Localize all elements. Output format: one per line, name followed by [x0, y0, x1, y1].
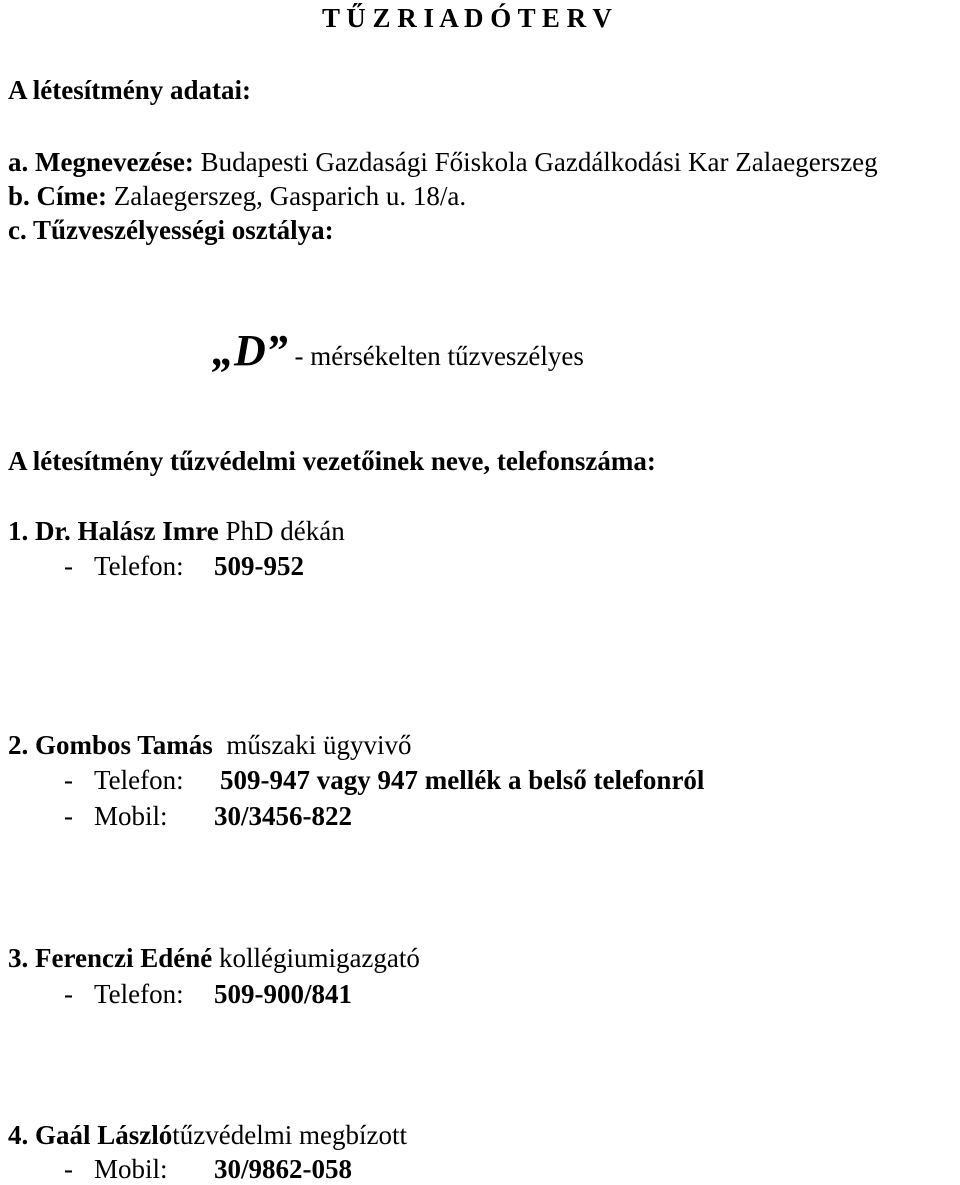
field-address-label: b. Címe: — [8, 181, 107, 211]
facility-heading: A létesítmény adatai: — [8, 75, 251, 105]
contact-2-number: 2. — [8, 730, 29, 760]
contact-3-phone-value: 509-900/841 — [214, 979, 352, 1009]
contact-4-name: Gaál László — [35, 1120, 173, 1150]
contact-3-number: 3. — [8, 943, 29, 973]
contact-1-name: Dr. Halász Imre — [35, 516, 219, 546]
contact-2-phone-dash: - — [64, 765, 73, 795]
document-title: T Ű Z R I A D Ó T E R V — [322, 3, 612, 33]
contact-1-phone-value: 509-952 — [214, 551, 304, 581]
contact-2-phone — [64, 764, 704, 796]
fire-class-value — [212, 326, 584, 381]
contact-2-mobile-dash: - — [64, 801, 73, 831]
contact-1-role: PhD dékán — [218, 516, 345, 546]
contact-4-mobile-label: Mobil: — [94, 1154, 168, 1184]
field-name-label: a. Megnevezése: — [8, 147, 194, 177]
fire-class-description: - mérsékelten tűzveszélyes — [287, 341, 584, 371]
fire-class-close-quote: ” — [265, 326, 288, 375]
contact-3-name: Ferenczi Edéné — [35, 943, 213, 973]
contact-4-mobile-value: 30/9862-058 — [214, 1154, 352, 1184]
contact-2-mobile-value: 30/3456-822 — [214, 801, 352, 831]
field-address-value: Zalaegerszeg, Gasparich u. 18/a. — [106, 181, 467, 211]
contact-3 — [8, 942, 420, 974]
contact-2-phone-value: 509-947 vagy 947 mellék a belső telefonról — [220, 765, 705, 795]
contact-1-phone — [64, 550, 304, 582]
contact-2-role: műszaki ügyvivő — [212, 730, 412, 760]
field-address — [8, 180, 466, 212]
contact-3-phone-label: Telefon: — [94, 979, 184, 1009]
field-name — [8, 146, 878, 178]
contact-3-role: kollégiumigazgató — [212, 943, 420, 973]
contact-2-mobile — [64, 800, 352, 832]
contact-4 — [8, 1119, 407, 1151]
field-name-value: Budapesti Gazdasági Főiskola Gazdálkodási Kar Zalaegerszeg — [193, 147, 878, 177]
contact-1 — [8, 515, 345, 547]
contact-4-mobile-dash: - — [64, 1154, 73, 1184]
contact-4-mobile — [64, 1153, 352, 1185]
contact-1-number: 1. — [8, 516, 29, 546]
contact-2-phone-label: Telefon: — [94, 765, 184, 795]
fire-class-open-quote: „ — [212, 326, 234, 375]
contact-2-name: Gombos Tamás — [35, 730, 213, 760]
field-fire-class-label: c. Tűzveszélyességi osztálya: — [8, 215, 334, 245]
contact-4-role: tűzvédelmi megbízott — [172, 1120, 407, 1150]
contact-3-phone — [64, 978, 352, 1010]
contact-1-phone-dash: - — [64, 551, 73, 581]
contact-2-mobile-label: Mobil: — [94, 801, 168, 831]
fire-class-letter: D — [234, 326, 266, 375]
contact-4-number: 4. — [8, 1120, 29, 1150]
leaders-heading: A létesítmény tűzvédelmi vezetőinek neve, telefonszáma: — [8, 446, 656, 476]
contact-3-phone-dash: - — [64, 979, 73, 1009]
contact-1-phone-label: Telefon: — [94, 551, 184, 581]
contact-2 — [8, 729, 412, 761]
